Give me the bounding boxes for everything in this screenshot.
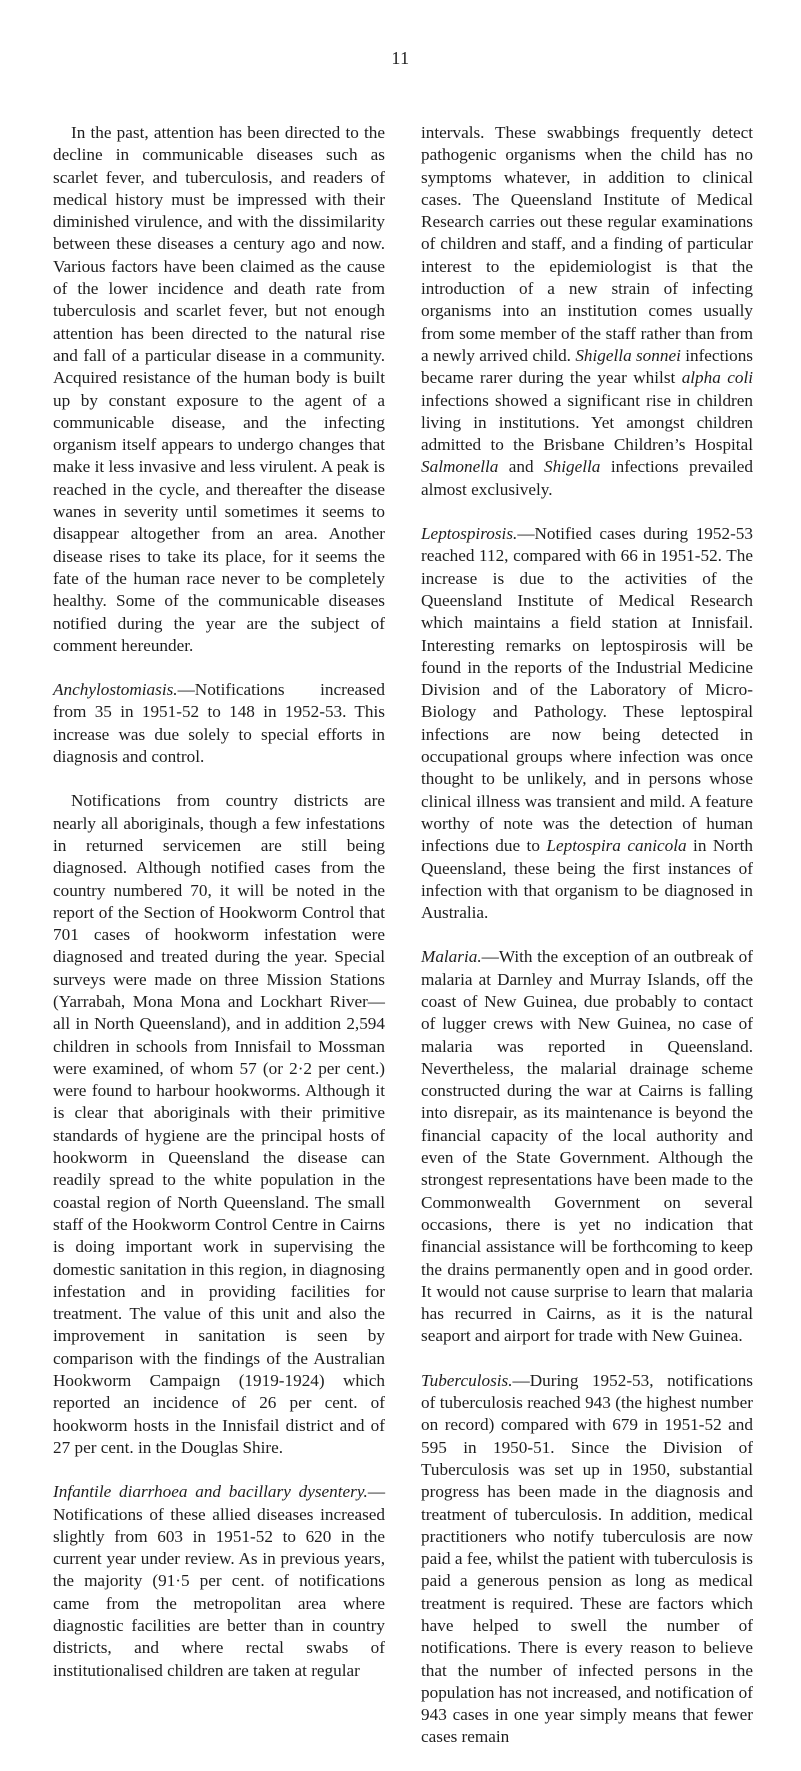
shigella-term: Shigella xyxy=(544,457,601,477)
continuation-and: and xyxy=(498,457,545,477)
alpha-coli-term: alpha coli xyxy=(681,368,753,388)
leptospirosis-text-2: in North Queensland, these being the first instances of infection with that organism to be diagnosed in Australia. xyxy=(421,836,753,923)
infantile-diarrhoea-heading: Infantile diarrhoea and bacillary dysentery. xyxy=(53,1482,368,1502)
continuation-paragraph xyxy=(421,122,753,501)
right-column xyxy=(421,122,753,1771)
anchylostomiasis-heading: Anchylostomiasis. xyxy=(53,680,178,700)
left-column xyxy=(53,122,385,1704)
continuation-text-4: infections prevailed almost exclusively. xyxy=(421,457,753,499)
anchylostomiasis-section xyxy=(53,679,385,768)
leptospirosis-text-1: —Notified cases during 1952-53 reached 112, compared with 66 in 1951-52. The increase is due to the activities of the Queensland Institute of Medical Research which maintains a field station at Innisfail. Interesting remarks on leptospirosis will be found in the reports of the Industrial Medicine Division and of the Laboratory of Micro-Biology and Pathology. These leptospiral infections are now being detected in occupational groups where infection was once thought to be unlikely, and in persons whose clinical illness was transient and mild. A feature worthy of note was the detection of human infections due to xyxy=(421,524,753,856)
leptospirosis-section xyxy=(421,523,753,924)
anchylostomiasis-text: —Notifications increased from 35 in 1951-52 to 148 in 1952-53. This increase was due solely to special efforts in diagnosis and control. xyxy=(53,680,385,767)
continuation-text-1: intervals. These swabbings frequently detect pathogenic organisms when the child has no symptoms whatever, in addition to clinical cases. The Queensland Institute of Medical Research carries out these regular examinations of children and staff, and a finding of particular interest to the epidemiologist is that the introduction of a new strain of infecting organisms into an institution comes usually from some member of the staff rather than from a newly arrived child. xyxy=(421,123,753,365)
leptospirosis-heading: Leptospirosis. xyxy=(421,524,518,544)
continuation-text-3: infections showed a significant rise in children living in institutions. Yet amongst children admitted to the Brisbane Children’s Hospital xyxy=(421,390,753,455)
continuation-text-2: infections became rarer during the year whilst xyxy=(421,345,753,388)
malaria-text: —With the exception of an outbreak of malaria at Darnley and Murray Islands, off the coast of New Guinea, due probably to contact of lugger crews with New Guinea, no case of malaria was reported in Queensland. Nevertheless, the malarial drainage scheme constructed during the war at Cairns is falling into disrepair, as its maintenance is beyond the financial capacity of the local authority and even of the State Government. Although the strongest representations have been made to the Commonwealth Government on several occasions, there is yet no indication that financial assistance will be forthcoming to keep the drains permanently open and in good order. It would not cause surprise to learn that malaria has recurred in Cairns, as it is the natural seaport and airport for trade with New Guinea. xyxy=(421,947,753,1346)
infantile-diarrhoea-text: —Notifications of these allied diseases increased slightly from 603 in 1951-52 to 620 in the current year under review. As in previous years, the majority (91·5 per cent. of notifications came from the metropolitan area where diagnostic facilities are better than in country districts, and where rectal swabs of institutionalised children are taken at regular xyxy=(53,1482,385,1680)
shigella-sonnei-term: Shigella sonnei xyxy=(575,345,681,365)
salmonella-term: Salmonella xyxy=(421,457,499,477)
tuberculosis-heading: Tuberculosis. xyxy=(421,1370,513,1390)
tuberculosis-text: —During 1952-53, notifications of tuberculosis reached 943 (the highest number on record) compared with 679 in 1951-52 and 595 in 1950-51. Since the Division of Tuberculosis was set up in 1950, substantial progress has been made in the diagnosis and treatment of tuberculosis. In addition, medical practitioners who notify tuberculosis are now paid a fee, whilst the patient with tuberculosis is paid a generous pension as long as medical treatment is required. These are factors which have helped to swell the number of notifications. There is every reason to believe that the number of infected persons in the population has not increased, and notification of 943 cases in one year simply means that fewer cases remain xyxy=(421,1370,753,1747)
tuberculosis-section xyxy=(421,1370,753,1749)
malaria-section xyxy=(421,946,753,1347)
country-districts-paragraph: Notifications from country districts are nearly all aboriginals, though a few infestations in returned servicemen are still being diagnosed. Although notified cases from the country numbered 70, it will be noted in the report of the Section of Hookworm Control that 701 cases of hookworm infestation were diagnosed and treated during the year. Special surveys were made on three Mission Stations (Yarrabah, Mona Mona and Lockhart River—all in North Queensland), and in addition 2,594 children in schools from Innisfail to Mossman were examined, of whom 57 (or 2·2 per cent.) were found to harbour hookworms. Although it is clear that aboriginals with their primitive standards of hygiene are the principal hosts of hookworm in Queensland the disease can readily spread to the white population in the coastal region of North Queensland. The small staff of the Hookworm Control Centre in Cairns is doing important work in supervising the domestic sanitation in this region, in diagnosing infestation and in providing facilities for treatment. The value of this unit and also the improvement in sanitation is seen by comparison with the findings of the Australian Hookworm Campaign (1919-1924) which reported an incidence of 26 per cent. of hookworm hosts in the Innisfail district and of 27 per cent. in the Douglas Shire. xyxy=(53,791,385,1457)
malaria-heading: Malaria. xyxy=(421,947,482,967)
leptospira-canicola-term: Leptospira canicola xyxy=(546,836,687,856)
infantile-diarrhoea-section xyxy=(53,1481,385,1682)
page-number: 11 xyxy=(391,48,410,68)
intro-paragraph: In the past, attention has been directed to the decline in communicable diseases such as scarlet fever, and tuberculosis, and readers of medical history must be impressed with their diminished virulence, and with the dissimilarity between these diseases a century ago and now. Various factors have been claimed as the cause of the lower incidence and death rate from tuberculosis and scarlet fever, but not enough attention has been directed to the natural rise and fall of a particular disease in a community. Acquired resistance of the human body is built up by constant exposure to the agent of a communicable disease, and the infecting organism itself appears to undergo changes that make it less invasive and less virulent. A peak is reached in the cycle, and thereafter the disease wanes in severity until sometimes it seems to disappear altogether from an area. Another disease rises to take its place, for it seems the fate of the human race never to be completely healthy. Some of the communicable diseases notified during the year are the subject of comment hereunder. xyxy=(53,123,385,655)
